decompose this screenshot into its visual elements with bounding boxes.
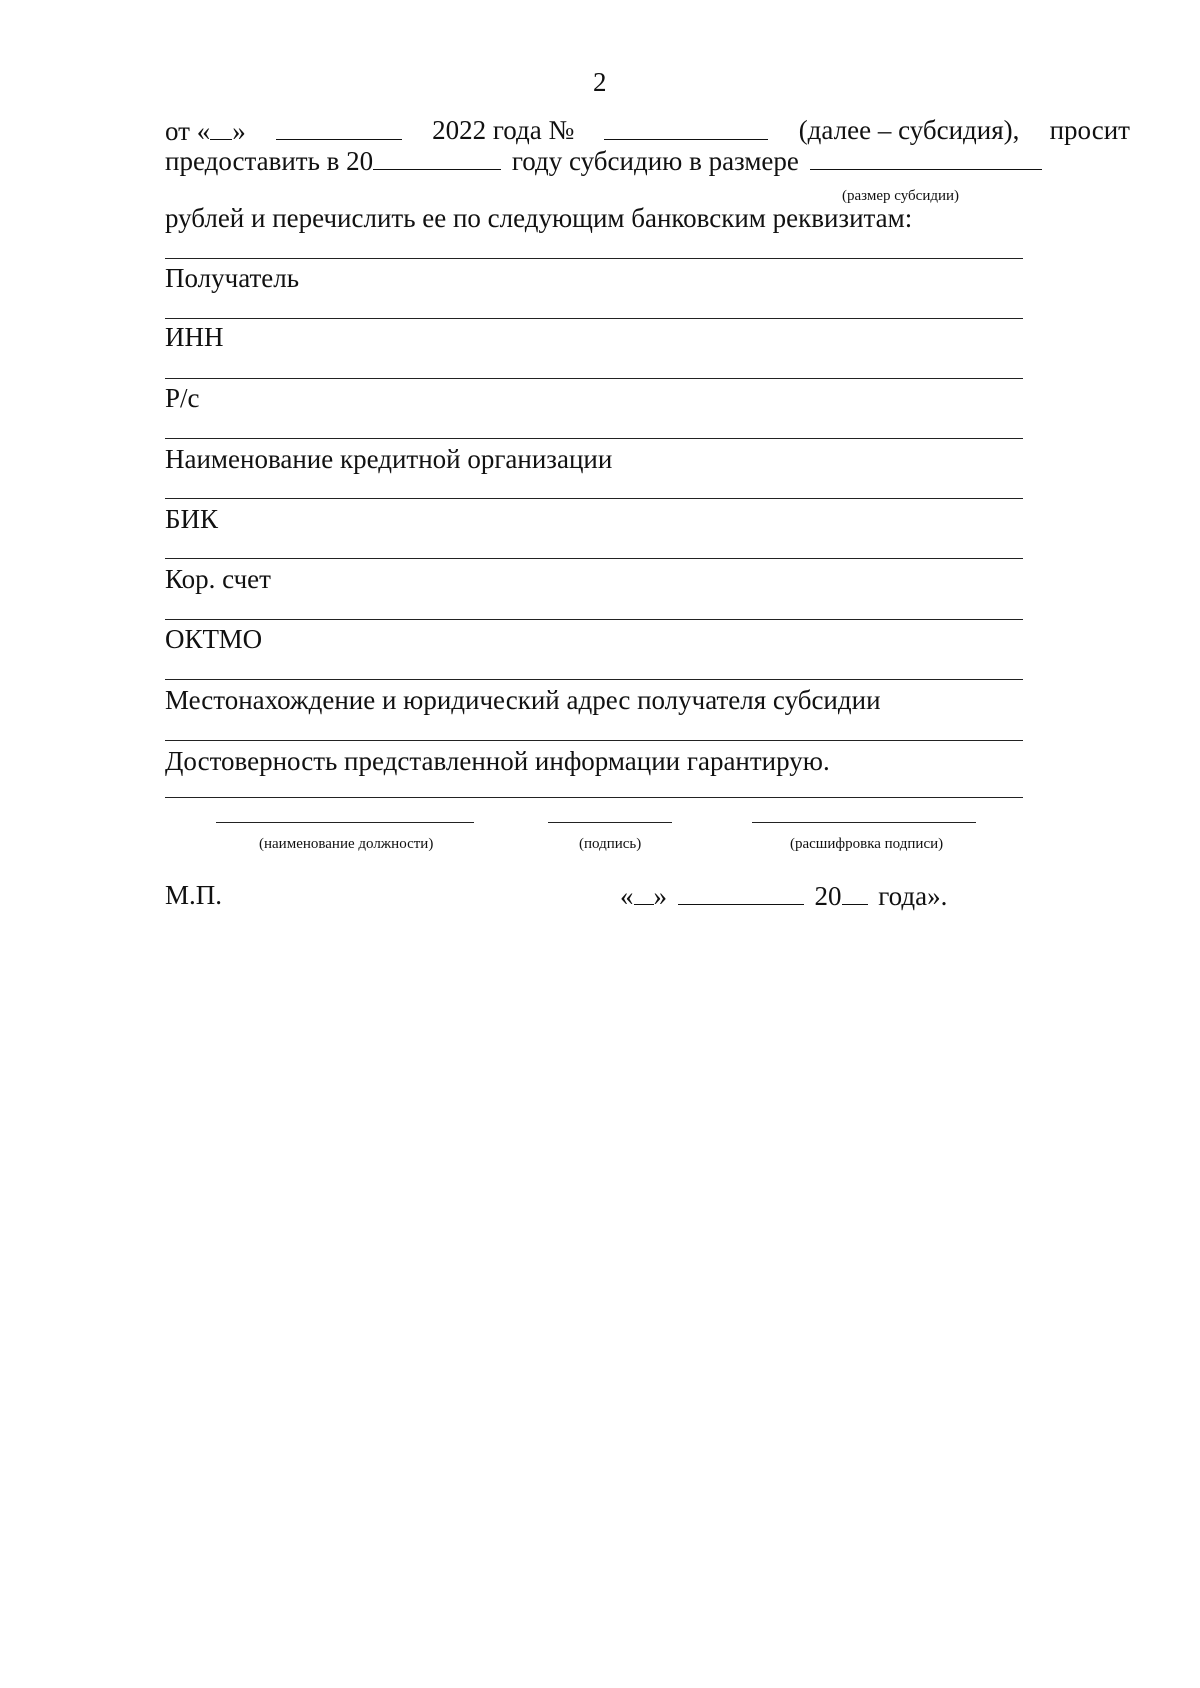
intro-dalee-text: (далее – субсидия), — [798, 115, 1020, 145]
number-blank[interactable] — [604, 115, 768, 140]
intro-quote-close: » — [232, 116, 246, 146]
month-blank[interactable] — [276, 115, 402, 140]
bank-name-line[interactable] — [165, 438, 1023, 439]
bik-line[interactable] — [165, 498, 1023, 499]
intro-prosit-text: просит — [1049, 115, 1130, 145]
footer-date — [620, 880, 947, 911]
bik-label: БИК — [165, 504, 219, 534]
footer-month-blank[interactable] — [678, 880, 804, 905]
guarantee-line[interactable] — [165, 740, 1023, 741]
intro-line-1 — [165, 115, 1130, 146]
rs-label: Р/с — [165, 383, 200, 413]
inn-line[interactable] — [165, 318, 1023, 319]
signature-caption: (подпись) — [579, 836, 642, 852]
signature-line[interactable] — [548, 822, 672, 823]
footer-year-blank[interactable] — [842, 880, 868, 905]
separator-line — [165, 797, 1023, 798]
footer-quote-close: » — [653, 881, 667, 911]
address-label: Местонахождение и юридический адрес получателя субсидии — [165, 685, 881, 715]
kor-line[interactable] — [165, 558, 1023, 559]
address-line[interactable] — [165, 679, 1023, 680]
intro-ot-text: от « — [165, 116, 211, 146]
bank-name-label: Наименование кредитной организации — [165, 444, 613, 474]
footer-goda-text: года». — [878, 881, 948, 911]
position-signature-line[interactable] — [216, 822, 474, 823]
footer-quote-open: « — [620, 881, 634, 911]
intro-line-2 — [165, 145, 1042, 176]
position-caption: (наименование должности) — [259, 836, 434, 852]
footer-day-blank[interactable] — [634, 880, 654, 905]
intro-date-part — [165, 115, 246, 146]
year-blank[interactable] — [373, 145, 501, 170]
recipient-label: Получатель — [165, 263, 300, 293]
size-caption: (размер субсидии) — [842, 188, 960, 204]
day-blank[interactable] — [210, 115, 232, 140]
intro-year-text: 2022 года № — [432, 115, 575, 145]
oktmo-line[interactable] — [165, 619, 1023, 620]
mp-label: М.П. — [165, 880, 223, 910]
intro-pred-text: предоставить в 20 — [165, 146, 374, 176]
decoding-signature-line[interactable] — [752, 822, 976, 823]
inn-label: ИНН — [165, 322, 224, 352]
kor-label: Кор. счет — [165, 564, 271, 594]
recipient-line[interactable] — [165, 258, 1023, 259]
decoding-caption: (расшифровка подписи) — [790, 836, 944, 852]
rs-line[interactable] — [165, 378, 1023, 379]
footer-century-text: 20 — [814, 881, 842, 911]
subsidy-size-blank[interactable] — [810, 145, 1042, 170]
oktmo-label: ОКТМО — [165, 624, 263, 654]
intro-godu-text: году субсидию в размере — [511, 146, 799, 176]
guarantee-label: Достоверность представленной информации гарантирую. — [165, 746, 830, 776]
intro-line-3: рублей и перечислить ее по следующим банковским реквизитам: — [165, 203, 913, 233]
page-number: 2 — [593, 67, 607, 97]
